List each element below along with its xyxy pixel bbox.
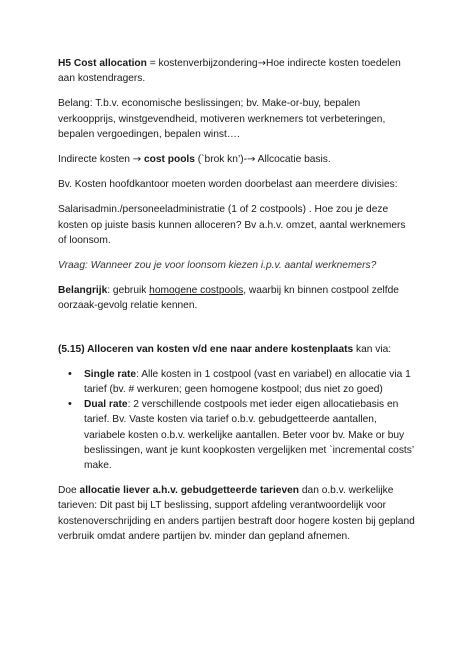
example-paragraph: Bv. Kosten hoofdkantoor moeten worden doorbelast aan meerdere divisies: — [58, 179, 398, 191]
question-paragraph: Vraag: Wanneer zou je voor loonsom kiezen i.p.v. aantal werknemers? — [58, 260, 377, 272]
heading-text: = kostenverbijzondering — [146, 58, 258, 69]
important-label: Belangrijk — [58, 285, 108, 297]
section-heading-rest: kan via: — [353, 343, 392, 355]
important-text-continued: , waarbij kn binnen costpool zelfde oorzaak-gevolg relatie kennen. — [58, 285, 399, 312]
budgeted-rates-paragraph — [58, 483, 416, 544]
section-heading: (5.15) Alloceren van kosten v/d ene naar andere kostenplaats — [58, 343, 354, 355]
chapter-title: H5 Cost allocation — [58, 58, 147, 69]
budgeted-rates-text: dan o.b.v. werkelijke tarieven: Dit past bij LT beslissing, support afdeling verantwoordelijk voor kostenoverschrijding en anders partijen bestraft door hogere kosten bij gepland verbruik omdat andere partijen bv. minder dan gepland afnemen. — [58, 485, 415, 542]
right-arrow-icon: → — [247, 154, 256, 166]
allocation-basis-text: Allcocatie basis. — [255, 154, 331, 166]
cost-pools-term: cost pools — [141, 154, 195, 166]
important-paragraph — [58, 283, 416, 313]
single-rate-term: Single rate — [84, 368, 137, 380]
importance-paragraph: Belang: T.b.v. economische beslissingen; bv. Make-or-buy, bepalen verkoopprijs, winstgevendheid, motiveren werknemers tot verbeteringen, bepalen vergoedingen, bepalen winst…. — [58, 98, 386, 140]
heading-paragraph — [58, 56, 416, 86]
section-heading-paragraph — [58, 342, 416, 357]
list-item — [58, 367, 416, 397]
budgeted-rates-term: allocatie liever a.h.v. gebudgetteerde tarieven — [79, 485, 300, 497]
budgeted-rates-intro: Doe — [58, 485, 80, 497]
right-arrow-icon: → — [132, 154, 142, 166]
cost-pools-paragraph — [58, 152, 416, 167]
salary-admin-paragraph: Salarisadmin./personeeladministratie (1 of 2 costpools) . Hoe zou je deze kosten op juiste basis kunnen alloceren? Bv a.h.v. omzet, aantal werknemers of loonsom. — [58, 204, 406, 246]
bullet-icon: • — [68, 398, 72, 411]
important-text: : gebruik — [107, 285, 150, 297]
dual-rate-term: Dual rate — [84, 399, 128, 411]
right-arrow-icon: → — [257, 58, 266, 69]
indirect-costs-text: Indirecte kosten — [58, 154, 133, 166]
bullet-icon: • — [68, 367, 72, 380]
dual-rate-text: : 2 verschillende costpools met ieder eigen allocatiebasis en tarief. Bv. Vaste kosten via tarief o.b.v. gebudgetteerde aantallen, variabele kosten o.b.v. werkelijke aantallen. Beter voor bv. Make or buy beslissingen, want je kunt koopkosten vergelijken met `incremental costs’ make. — [84, 399, 414, 472]
single-rate-text: : Alle kosten in 1 costpool (vast en variabel) en allocatie via 1 tarief (bv. # werkuren; geen homogene kostpool; dus niet zo goed) — [84, 368, 411, 396]
homogeneous-costpools-term: homogene costpools — [149, 285, 244, 297]
rate-list — [58, 367, 416, 473]
cost-pools-note: (`brok kn’)- — [194, 154, 247, 166]
list-item — [58, 397, 416, 473]
heading-text-continued: Hoe indirecte kosten toedelen aan kostendragers. — [58, 58, 401, 85]
